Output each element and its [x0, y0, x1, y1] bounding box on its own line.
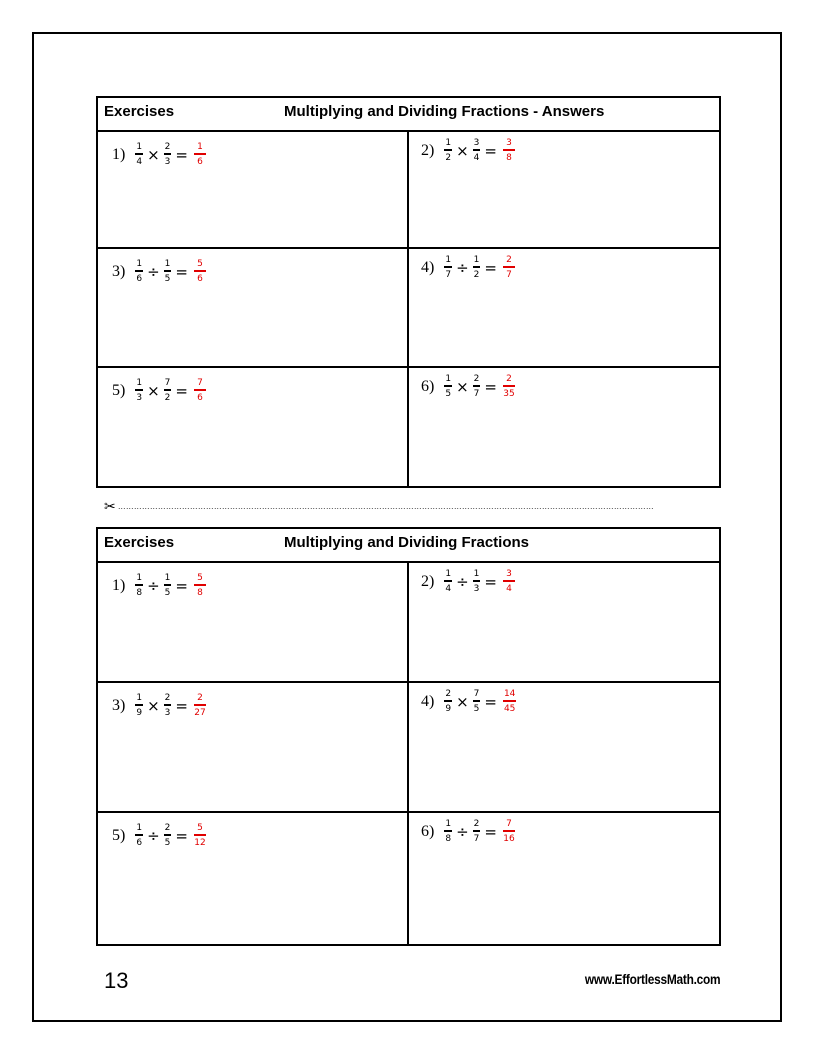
numerator: 1 [136, 142, 143, 152]
problem-number: 6) [421, 822, 435, 840]
problem-cell [409, 813, 719, 944]
denominator: 6 [136, 838, 143, 848]
fraction-bar [473, 830, 481, 832]
numerator: 2 [164, 823, 171, 833]
fraction-b [164, 142, 172, 167]
denominator: 5 [164, 588, 171, 598]
fraction-bar [444, 266, 452, 268]
worksheet-title: Multiplying and Dividing Fractions - Answers [284, 103, 605, 120]
fraction-b [473, 138, 481, 163]
fraction-problem [112, 259, 208, 284]
operator-icon: ÷ [456, 822, 469, 841]
numerator: 1 [445, 569, 452, 579]
fraction-problem [421, 819, 517, 844]
fraction-problem [421, 569, 517, 594]
denominator: 5 [164, 838, 171, 848]
denominator: 3 [136, 393, 143, 403]
fraction-bar [135, 834, 143, 836]
fraction-bar [503, 700, 516, 702]
numerator: 1 [136, 823, 143, 833]
fraction-bar [164, 389, 172, 391]
fraction-problem [421, 138, 517, 163]
answer-denominator: 27 [194, 708, 206, 718]
fraction-problem [421, 255, 517, 280]
worksheet-header [98, 98, 719, 132]
fraction-bar [194, 584, 206, 586]
denominator: 6 [136, 274, 143, 284]
fraction-bar [164, 704, 172, 706]
problem-cell [409, 132, 719, 249]
answer-fraction [503, 138, 515, 163]
fraction-a [135, 823, 143, 848]
fraction-bar [444, 580, 452, 582]
fraction-bar [503, 266, 515, 268]
numerator: 1 [136, 259, 143, 269]
answer-denominator: 35 [503, 389, 515, 399]
operator-icon: ÷ [147, 826, 160, 845]
operator-icon: × [456, 377, 469, 396]
fraction-problem [112, 693, 208, 718]
fraction-bar [135, 270, 143, 272]
answer-fraction [194, 573, 206, 598]
denominator: 5 [164, 274, 171, 284]
equals-icon: = [484, 692, 497, 711]
fraction-bar [444, 385, 452, 387]
website-footer: www.EffortlessMath.com [584, 971, 720, 987]
fraction-bar [194, 834, 206, 836]
fraction-a [444, 138, 452, 163]
denominator: 2 [473, 270, 480, 280]
numerator: 2 [473, 819, 480, 829]
numerator: 2 [164, 142, 171, 152]
numerator: 3 [473, 138, 480, 148]
fraction-bar [503, 830, 515, 832]
fraction-bar [503, 580, 515, 582]
fraction-bar [164, 834, 172, 836]
denominator: 4 [136, 157, 143, 167]
fraction-bar [503, 149, 515, 151]
fraction-b [473, 569, 481, 594]
denominator: 3 [473, 584, 480, 594]
answer-denominator: 12 [194, 838, 206, 848]
answer-numerator: 7 [506, 819, 512, 829]
fraction-bar [135, 704, 143, 706]
equals-icon: = [484, 572, 497, 591]
fraction-a [135, 573, 143, 598]
problem-number: 6) [421, 377, 435, 395]
fraction-problem [112, 823, 208, 848]
answer-denominator: 6 [197, 393, 203, 403]
problem-grid [98, 563, 719, 944]
numerator: 7 [164, 378, 171, 388]
fraction-bar [135, 389, 143, 391]
answer-numerator: 2 [506, 255, 512, 265]
problem-number: 1) [112, 576, 126, 594]
numerator: 1 [136, 378, 143, 388]
answers-worksheet [96, 96, 721, 488]
fraction-problem [112, 142, 208, 167]
answer-numerator: 5 [197, 259, 203, 269]
fraction-a [135, 259, 143, 284]
answer-numerator: 2 [197, 693, 203, 703]
equals-icon: = [175, 576, 188, 595]
problem-cell [409, 683, 719, 813]
denominator: 8 [445, 834, 452, 844]
denominator: 5 [473, 704, 480, 714]
numerator: 2 [164, 693, 171, 703]
denominator: 9 [445, 704, 452, 714]
numerator: 1 [473, 255, 480, 265]
exercises-label: Exercises [104, 103, 175, 120]
answer-fraction [503, 374, 515, 399]
numerator: 1 [445, 374, 452, 384]
fraction-bar [135, 153, 143, 155]
numerator: 1 [136, 573, 143, 583]
denominator: 5 [445, 389, 452, 399]
answer-fraction [194, 693, 206, 718]
fraction-a [135, 378, 143, 403]
answer-denominator: 8 [506, 153, 512, 163]
problem-cell [98, 249, 409, 368]
fraction-problem [112, 573, 208, 598]
fraction-bar [194, 704, 206, 706]
fraction-problem [112, 378, 208, 403]
worksheet-title: Multiplying and Dividing Fractions [284, 534, 530, 551]
fraction-bar [164, 270, 172, 272]
numerator: 1 [164, 573, 171, 583]
equals-icon: = [484, 141, 497, 160]
answer-denominator: 16 [503, 834, 515, 844]
fraction-a [444, 689, 452, 714]
answer-fraction [194, 823, 206, 848]
fraction-bar [194, 153, 206, 155]
denominator: 7 [473, 389, 480, 399]
equals-icon: = [175, 696, 188, 715]
operator-icon: × [147, 145, 160, 164]
fraction-bar [194, 389, 206, 391]
answer-denominator: 4 [506, 584, 512, 594]
fraction-a [135, 693, 143, 718]
numerator: 1 [445, 819, 452, 829]
page-number: 13 [104, 968, 129, 993]
numerator: 1 [445, 138, 452, 148]
operator-icon: × [147, 696, 160, 715]
answer-fraction [503, 689, 516, 714]
answer-fraction [194, 142, 206, 167]
fraction-a [444, 374, 452, 399]
fraction-bar [473, 149, 481, 151]
fraction-bar [473, 266, 481, 268]
problem-number: 5) [112, 826, 126, 844]
numerator: 1 [136, 693, 143, 703]
operator-icon: ÷ [147, 262, 160, 281]
numerator: 2 [473, 374, 480, 384]
problem-cell [98, 368, 409, 486]
operator-icon: ÷ [456, 572, 469, 591]
answer-numerator: 2 [506, 374, 512, 384]
fraction-bar [194, 270, 206, 272]
denominator: 2 [445, 153, 452, 163]
denominator: 8 [136, 588, 143, 598]
exercises-worksheet [96, 527, 721, 946]
problem-cell [98, 563, 409, 683]
operator-icon: × [456, 141, 469, 160]
fraction-bar [503, 385, 515, 387]
equals-icon: = [484, 377, 497, 396]
problem-number: 2) [421, 141, 435, 159]
problem-number: 2) [421, 572, 435, 590]
numerator: 1 [445, 255, 452, 265]
numerator: 1 [473, 569, 480, 579]
denominator: 7 [445, 270, 452, 280]
answer-numerator: 1 [197, 142, 203, 152]
fraction-a [444, 569, 452, 594]
problem-number: 4) [421, 692, 435, 710]
answer-fraction [194, 259, 206, 284]
answer-fraction [503, 255, 515, 280]
answer-numerator: 5 [197, 573, 203, 583]
answer-denominator: 45 [503, 704, 516, 714]
fraction-b [473, 255, 481, 280]
worksheet-header [98, 529, 719, 563]
problem-number: 5) [112, 381, 126, 399]
denominator: 9 [136, 708, 143, 718]
denominator: 2 [164, 393, 171, 403]
operator-icon: ÷ [147, 576, 160, 595]
problem-number: 3) [112, 696, 126, 714]
scissors-icon: ✂ [104, 498, 116, 514]
fraction-bar [135, 584, 143, 586]
answer-numerator: 5 [197, 823, 203, 833]
numerator: 7 [473, 689, 480, 699]
problem-cell [98, 813, 409, 944]
problem-cell [409, 368, 719, 486]
denominator: 7 [473, 834, 480, 844]
equals-icon: = [175, 826, 188, 845]
fraction-a [135, 142, 143, 167]
fraction-b [164, 259, 172, 284]
fraction-bar [473, 385, 481, 387]
fraction-bar [444, 700, 452, 702]
answer-fraction [503, 569, 515, 594]
cut-line [104, 498, 704, 515]
fraction-bar [473, 580, 481, 582]
denominator: 3 [164, 708, 171, 718]
fraction-b [164, 823, 172, 848]
equals-icon: = [484, 822, 497, 841]
fraction-problem [421, 689, 518, 714]
exercises-label: Exercises [104, 534, 175, 551]
dotted-line: ………………………………………………………………………………………………………………………………………………………………………………… [117, 502, 654, 511]
fraction-b [473, 689, 481, 714]
answer-denominator: 8 [197, 588, 203, 598]
numerator: 1 [164, 259, 171, 269]
equals-icon: = [175, 262, 188, 281]
problem-cell [98, 132, 409, 249]
fraction-b [473, 819, 481, 844]
denominator: 3 [164, 157, 171, 167]
fraction-b [164, 693, 172, 718]
answer-numerator: 14 [503, 689, 516, 699]
problem-cell [409, 249, 719, 368]
fraction-bar [444, 149, 452, 151]
problem-cell [409, 563, 719, 683]
fraction-b [164, 378, 172, 403]
operator-icon: × [456, 692, 469, 711]
equals-icon: = [484, 258, 497, 277]
answer-fraction [503, 819, 515, 844]
fraction-a [444, 255, 452, 280]
fraction-bar [444, 830, 452, 832]
problem-number: 3) [112, 262, 126, 280]
denominator: 4 [445, 584, 452, 594]
equals-icon: = [175, 145, 188, 164]
problem-cell [98, 683, 409, 813]
equals-icon: = [175, 381, 188, 400]
fraction-problem [421, 374, 517, 399]
answer-numerator: 3 [506, 569, 512, 579]
answer-denominator: 6 [197, 274, 203, 284]
operator-icon: × [147, 381, 160, 400]
fraction-b [473, 374, 481, 399]
fraction-b [164, 573, 172, 598]
problem-number: 4) [421, 258, 435, 276]
fraction-a [444, 819, 452, 844]
problem-number: 1) [112, 145, 126, 163]
operator-icon: ÷ [456, 258, 469, 277]
fraction-bar [164, 584, 172, 586]
answer-denominator: 7 [506, 270, 512, 280]
answer-denominator: 6 [197, 157, 203, 167]
denominator: 4 [473, 153, 480, 163]
problem-grid [98, 132, 719, 486]
numerator: 2 [445, 689, 452, 699]
answer-fraction [194, 378, 206, 403]
fraction-bar [164, 153, 172, 155]
answer-numerator: 7 [197, 378, 203, 388]
answer-numerator: 3 [506, 138, 512, 148]
fraction-bar [473, 700, 481, 702]
